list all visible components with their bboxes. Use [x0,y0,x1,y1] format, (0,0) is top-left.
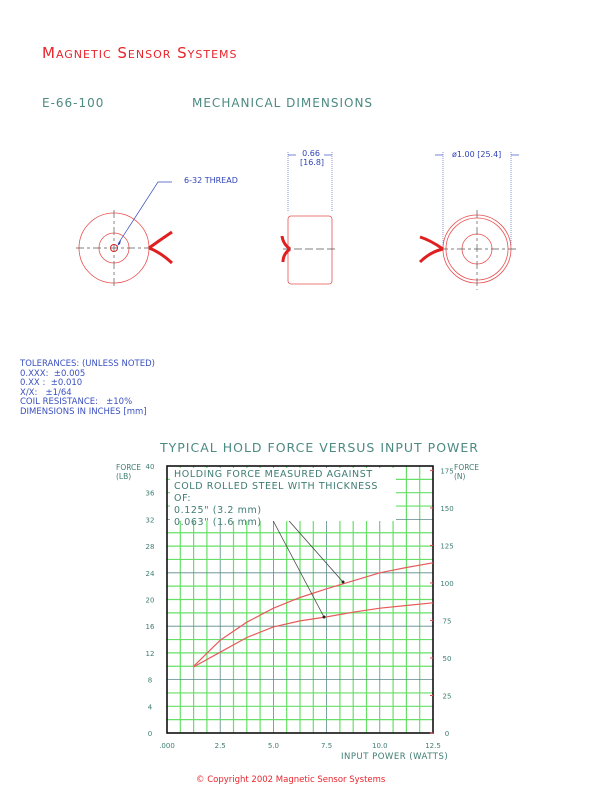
svg-text:32: 32 [145,516,155,525]
svg-text:5.0: 5.0 [267,742,279,750]
svg-text:40: 40 [145,463,155,471]
tolerance-line: 0.XX : ±0.010 [20,378,83,389]
mechanical-drawing [0,0,600,340]
height-dimension [300,149,325,167]
svg-text:2.5: 2.5 [214,742,226,750]
svg-text:175: 175 [440,467,454,476]
svg-text:100: 100 [440,579,454,588]
tolerance-line: X/X: ±1/64 [20,387,72,398]
section-title: MECHANICAL DIMENSIONS [192,96,374,110]
svg-text:16: 16 [145,623,155,632]
svg-text:50: 50 [442,654,452,663]
x-axis-label: INPUT POWER (WATTS) [341,752,449,762]
svg-text:12.5: 12.5 [425,742,441,750]
svg-text:10.0: 10.0 [372,742,388,750]
tolerance-line: 0.XXX: ±0.005 [20,368,86,379]
front-view [76,182,172,288]
height-dim-mm: [16.8] [300,158,325,167]
svg-text:125: 125 [440,542,454,551]
svg-text:0: 0 [444,730,450,738]
svg-text:150: 150 [440,504,454,513]
tolerance-line: DIMENSIONS IN INCHES [mm] [20,406,147,417]
legend-series-063: 0.063" (1.6 mm) [174,517,262,528]
svg-text:36: 36 [145,489,155,498]
diameter-dimension: ø1.00 [25.4] [452,150,502,159]
svg-text:25: 25 [442,692,452,701]
back-view [420,152,519,290]
svg-text:20: 20 [145,596,155,605]
svg-text:75: 75 [442,617,452,626]
svg-text:7.5: 7.5 [321,742,333,750]
y-axis-label-right: FORCE (N) [454,463,480,481]
tolerance-line: TOLERANCES: (UNLESS NOTED) [20,359,155,369]
svg-text:4: 4 [147,703,153,712]
svg-text:0: 0 [147,730,153,738]
side-view [282,152,338,284]
copyright: © Copyright 2002 Magnetic Sensor Systems [196,775,386,785]
svg-text:12: 12 [145,649,155,658]
legend-line: HOLDING FORCE MEASURED AGAINST [174,469,373,480]
tolerances-block [20,360,155,418]
legend-line: COLD ROLLED STEEL WITH THICKNESS OF: [174,481,379,504]
y-axis-label-left: FORCE (LB) [116,463,142,481]
svg-text:.000: .000 [159,742,175,750]
chart-title: TYPICAL HOLD FORCE VERSUS INPUT POWER [160,440,479,455]
tolerance-line: COIL RESISTANCE: ±10% [20,397,133,408]
part-number: E-66-100 [42,96,105,110]
svg-text:28: 28 [145,543,155,552]
brand-title: Magnetic Sensor Systems [42,44,238,62]
svg-text:8: 8 [147,676,153,685]
svg-text:24: 24 [145,569,155,578]
legend-series-125: 0.125" (3.2 mm) [174,505,262,516]
height-dim-inches: 0.66 [302,149,320,158]
thread-label: 6-32 THREAD [184,176,238,185]
